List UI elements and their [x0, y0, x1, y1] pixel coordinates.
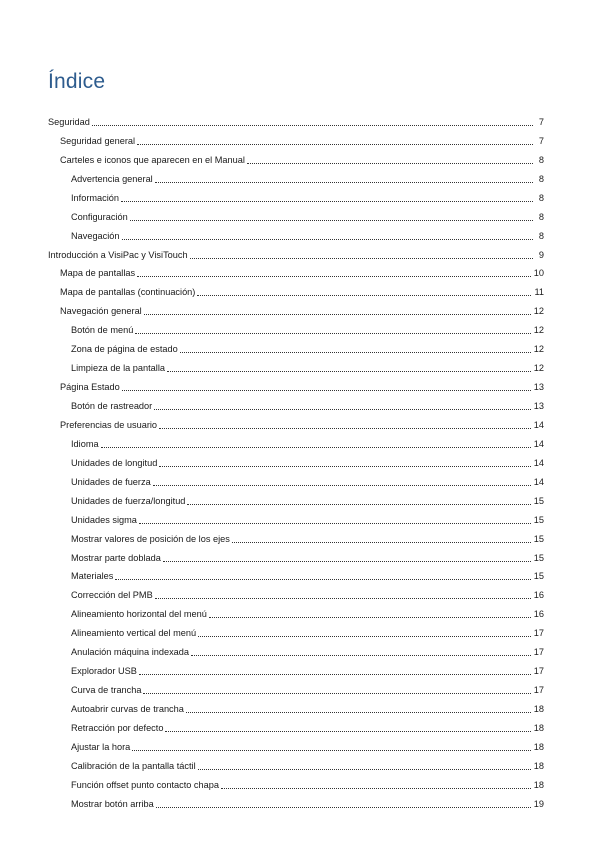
toc-dot-leader [191, 654, 531, 656]
toc-entry-text: Seguridad [48, 116, 90, 127]
toc-dot-leader [115, 578, 530, 580]
toc-dot-leader [154, 408, 531, 410]
toc-entry-page-number: 12 [533, 344, 544, 355]
toc-entry[interactable] [48, 754, 544, 773]
toc-entry-text: Corrección del PMB [71, 590, 153, 601]
toc-entry-page-number: 15 [533, 533, 544, 544]
toc-entry[interactable] [48, 527, 544, 546]
toc-entry[interactable] [48, 205, 544, 224]
toc-entry-page-number: 12 [533, 306, 544, 317]
toc-dot-leader [155, 181, 533, 183]
toc-entry-text: Mapa de pantallas [60, 268, 136, 279]
toc-entry[interactable] [48, 394, 544, 413]
toc-dot-leader [159, 427, 531, 429]
toc-entry-page-number: 12 [533, 325, 544, 336]
toc-entry-text: Configuración [71, 211, 128, 222]
toc-entry-text: Unidades de fuerza/longitud [71, 495, 186, 506]
toc-dot-leader [167, 370, 531, 372]
toc-entry-page-number: 17 [533, 628, 544, 639]
toc-entry-text: Zona de página de estado [71, 344, 178, 355]
toc-entry[interactable] [48, 318, 544, 337]
toc-entry-page-number: 15 [533, 495, 544, 506]
toc-dot-leader [163, 560, 531, 562]
toc-dot-leader [197, 294, 531, 296]
toc-entry-text: Mostrar parte doblada [71, 552, 161, 563]
toc-entry-page-number: 7 [538, 116, 544, 127]
toc-entry[interactable] [48, 375, 544, 394]
toc-entry[interactable] [48, 299, 544, 318]
toc-entry[interactable] [48, 773, 544, 792]
toc-entry-text: Introducción a VisiPac y VisiTouch [48, 249, 188, 260]
toc-entry-page-number: 14 [533, 476, 544, 487]
toc-entry-page-number: 15 [533, 552, 544, 563]
toc-dot-leader [186, 711, 531, 713]
toc-entry-page-number: 8 [538, 230, 544, 241]
toc-dot-leader [159, 465, 530, 467]
toc-entry-page-number: 14 [533, 419, 544, 430]
toc-entry-text: Mapa de pantallas (continuación) [60, 287, 196, 298]
toc-entry[interactable] [48, 470, 544, 489]
toc-entry[interactable] [48, 735, 544, 754]
toc-entry[interactable] [48, 186, 544, 205]
toc-entry[interactable] [48, 716, 544, 735]
toc-entry[interactable] [48, 148, 544, 167]
toc-dot-leader [198, 635, 531, 637]
toc-dot-leader [187, 503, 530, 505]
toc-entry-page-number: 11 [534, 287, 544, 298]
toc-entry-page-number: 9 [538, 249, 544, 260]
toc-entry[interactable] [48, 640, 544, 659]
toc-entry-page-number: 12 [533, 363, 544, 374]
toc-entry[interactable] [48, 243, 544, 262]
toc-entry-page-number: 7 [538, 135, 544, 146]
toc-entry-text: Retracción por defecto [71, 722, 164, 733]
toc-entry[interactable] [48, 697, 544, 716]
toc-entry-page-number: 8 [538, 211, 544, 222]
toc-entry-page-number: 18 [533, 704, 544, 714]
toc-entry[interactable] [48, 489, 544, 508]
toc-dot-leader [165, 730, 530, 732]
toc-entry-page-number: 8 [538, 192, 544, 203]
toc-entry-text: Mostrar valores de posición de los ejes [71, 533, 230, 544]
toc-entry-page-number: 14 [533, 457, 544, 468]
toc-dot-leader [139, 522, 531, 524]
toc-entry-text: Botón de rastreador [71, 401, 153, 411]
toc-dot-leader [132, 749, 531, 751]
toc-dot-leader [155, 597, 531, 599]
toc-entry[interactable] [48, 356, 544, 375]
toc-entry-text: Explorador USB [71, 666, 137, 677]
toc-dot-leader [139, 673, 531, 675]
toc-dot-leader [101, 446, 531, 448]
toc-entry[interactable] [48, 224, 544, 243]
toc-entry-text: Advertencia general [71, 173, 153, 184]
toc-dot-leader [144, 313, 531, 315]
toc-dot-leader [122, 389, 531, 391]
toc-entry-text: Función offset punto contacto chapa [71, 779, 219, 790]
toc-entry-text: Preferencias de usuario [60, 419, 158, 430]
toc-dot-leader [121, 200, 533, 202]
toc-entry-page-number: 13 [533, 382, 544, 393]
toc-entry[interactable] [48, 129, 544, 148]
toc-dot-leader [137, 275, 531, 277]
toc-entry-page-number: 15 [533, 571, 544, 582]
toc-dot-leader [137, 143, 533, 145]
toc-entry-text: Información [71, 192, 120, 203]
toc-entry-page-number: 8 [538, 173, 544, 184]
toc-entry-page-number: 19 [533, 798, 544, 809]
toc-entry-text: Idioma [71, 438, 99, 449]
toc-entry-text: Autoabrir curvas de trancha [71, 704, 184, 714]
toc-entry[interactable] [48, 546, 544, 565]
toc-entry-text: Carteles e iconos que aparecen en el Manual [60, 154, 245, 165]
toc-entry-page-number: 18 [533, 779, 544, 790]
toc-entry-page-number: 8 [538, 154, 544, 165]
toc-dot-leader [198, 768, 531, 770]
toc-entry-page-number: 16 [533, 609, 544, 620]
toc-dot-leader [247, 162, 533, 164]
toc-dot-leader [232, 541, 531, 543]
toc-entry[interactable] [48, 678, 544, 697]
toc-entry[interactable] [48, 508, 544, 527]
toc-entry[interactable] [48, 659, 544, 678]
toc-entry-text: Mostrar botón arriba [71, 798, 154, 809]
toc-entry-text: Alineamiento vertical del menú [71, 628, 197, 639]
toc-entry-text: Limpieza de la pantalla [71, 363, 165, 374]
toc-entry[interactable] [48, 792, 544, 811]
toc-dot-leader [156, 806, 531, 808]
toc-entry-text: Curva de trancha [71, 685, 142, 696]
toc-entry[interactable] [48, 602, 544, 621]
toc-dot-leader [130, 219, 533, 221]
toc-dot-leader [122, 238, 533, 240]
toc-entry[interactable] [48, 280, 544, 299]
toc-entry[interactable] [48, 621, 544, 640]
toc-dot-leader [190, 257, 533, 259]
toc-entry-page-number: 18 [533, 741, 544, 752]
toc-entry[interactable] [48, 110, 544, 129]
toc-entry[interactable] [48, 262, 544, 281]
toc-entry-page-number: 14 [533, 438, 544, 449]
toc-entry-page-number: 17 [533, 685, 544, 696]
toc-dot-leader [180, 351, 531, 353]
toc-entry-text: Materiales [71, 571, 114, 582]
toc-dot-leader [135, 332, 530, 334]
toc-entry-text: Unidades sigma [71, 514, 137, 525]
toc-entry-text: Unidades de fuerza [71, 476, 151, 487]
toc-dot-leader [153, 484, 531, 486]
toc-dot-leader [209, 616, 531, 618]
toc-entry-page-number: 15 [533, 514, 544, 525]
toc-entry-text: Ajustar la hora [71, 741, 131, 752]
toc-entry[interactable] [48, 432, 544, 451]
toc-entry[interactable] [48, 167, 544, 186]
toc-entry-text: Anulación máquina indexada [71, 647, 189, 658]
toc-entry-page-number: 17 [533, 666, 544, 677]
toc-entry[interactable] [48, 565, 544, 584]
toc-entry-page-number: 17 [533, 647, 544, 658]
toc-entry-text: Botón de menú [71, 325, 134, 336]
toc-entry[interactable] [48, 337, 544, 356]
toc-entry-text: Navegación [71, 230, 120, 241]
toc-entry-text: Navegación general [60, 306, 142, 317]
toc-entry[interactable] [48, 583, 544, 602]
toc-entry-text: Unidades de longitud [71, 457, 158, 468]
toc-dot-leader [143, 692, 530, 694]
toc-title: Índice [48, 70, 106, 93]
toc-entry-text: Alineamiento horizontal del menú [71, 609, 207, 620]
toc-entry-text: Calibración de la pantalla táctil [71, 760, 196, 771]
toc-entry-page-number: 13 [533, 401, 544, 411]
toc-entry[interactable] [48, 451, 544, 470]
toc-entry-page-number: 18 [533, 760, 544, 771]
toc-entry-page-number: 16 [533, 590, 544, 601]
toc-entry-text: Página Estado [60, 382, 120, 393]
toc-entry-page-number: 18 [533, 722, 544, 733]
toc-entry-text: Seguridad general [60, 135, 136, 146]
table-of-contents [48, 110, 544, 811]
toc-dot-leader [92, 124, 533, 126]
toc-entry-page-number: 10 [533, 268, 544, 279]
toc-dot-leader [221, 787, 531, 789]
toc-entry[interactable] [48, 413, 544, 432]
